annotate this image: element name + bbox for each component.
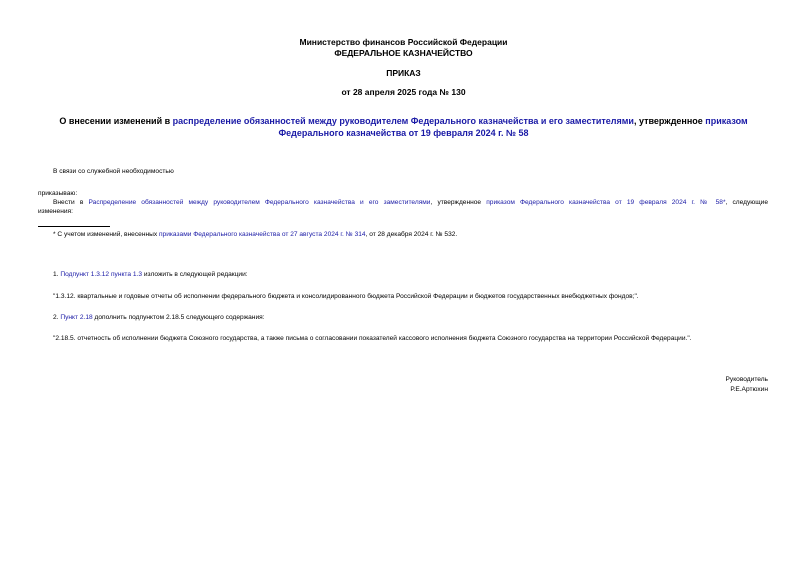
intro-paragraph: В связи со служебной необходимостью xyxy=(53,168,174,175)
title-middle: , утвержденное xyxy=(633,116,706,126)
paragraph-1-line1 xyxy=(53,198,768,207)
doc-type-heading: ПРИКАЗ xyxy=(386,68,421,78)
p1-link-distribution[interactable]: Распределение обязанностей между руководителем Федерального казначейства и его заместителями xyxy=(88,199,431,206)
item2-num: 2. xyxy=(53,314,61,321)
footnote-prefix: * С учетом изменений, внесенных xyxy=(53,231,159,238)
signature-name: Р.Е.Артюхин xyxy=(730,386,768,393)
ministry-heading: Министерство финансов Российской Федерации xyxy=(299,37,508,47)
title-prefix: О внесении изменений в xyxy=(59,116,173,126)
item1-link-point[interactable]: пункта 1.3 xyxy=(110,271,143,278)
item2-tail: дополнить подпунктом 2.18.5 следующего содержания: xyxy=(92,314,265,321)
footnote-link[interactable]: приказами Федерального казначейства от 27 августа 2024 г. № 314 xyxy=(158,231,366,238)
item1-link-subpoint[interactable]: Подпункт 1.3.12 xyxy=(60,271,110,278)
footnote xyxy=(53,230,457,239)
p1-prefix: Внести в xyxy=(53,199,89,206)
paragraph-1-line2: изменения: xyxy=(38,208,73,215)
order-word: приказываю: xyxy=(38,190,78,197)
item-1 xyxy=(53,270,248,279)
p1-link-order[interactable]: приказом Федерального казначейства от 19 февраля 2024 г. № 58 xyxy=(486,199,723,206)
item-2-quote: "2.18.5. отчетность об исполнении бюджета Союзного государства, а также письма о согласовании показателей кассового исполнения бюджета Союзного государства на территории Российской Федерации.". xyxy=(53,335,692,342)
document-title-line1 xyxy=(0,115,807,127)
doc-date-heading: от 28 апреля 2025 года № 130 xyxy=(341,87,466,97)
title-link-distribution[interactable]: распределение обязанностей между руководителем Федерального казначейства и его заместителями xyxy=(172,116,634,126)
document-title-line2 xyxy=(0,127,807,139)
item1-tail: изложить в следующей редакции: xyxy=(142,271,248,278)
item-1-quote: "1.3.12. квартальные и годовые отчеты об исполнении федерального бюджета и консолидированного бюджета Российской Федерации и бюджетов государственных внебюджетных фондов;". xyxy=(53,293,639,300)
title-link-order[interactable]: приказом xyxy=(705,116,748,126)
p1-footnote-ref[interactable]: * xyxy=(722,199,726,206)
item1-num: 1. xyxy=(53,271,61,278)
p1-mid: , утвержденное xyxy=(430,199,487,206)
item-2 xyxy=(53,313,265,322)
agency-heading: ФЕДЕРАЛЬНОЕ КАЗНАЧЕЙСТВО xyxy=(334,48,473,58)
item2-link-point[interactable]: Пункт 2.18 xyxy=(60,314,93,321)
footnote-divider xyxy=(38,226,110,227)
p1-tail: , следующие xyxy=(725,199,769,206)
signature-position: Руководитель xyxy=(725,376,768,383)
title-link-order-cont[interactable]: Федерального казначейства от 19 февраля 2024 г. № 58 xyxy=(278,128,529,138)
footnote-tail: , от 28 декабря 2024 г. № 532. xyxy=(365,231,458,238)
